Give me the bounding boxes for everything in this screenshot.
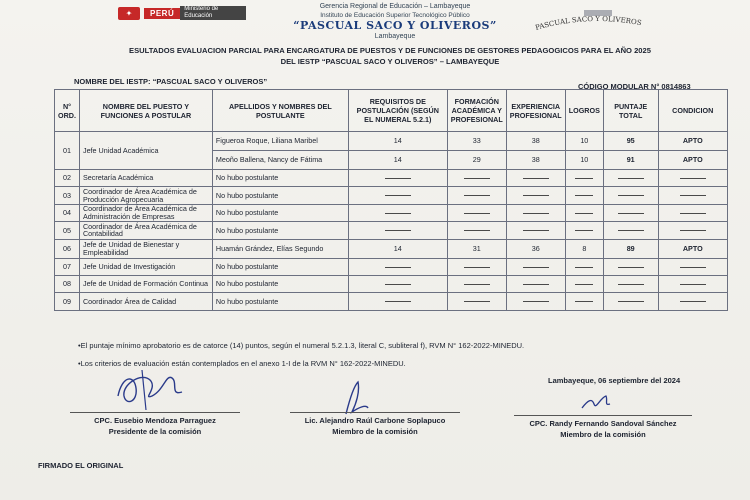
nombre-cell: Figueroa Roque, Liliana Maribel: [212, 132, 348, 151]
puesto-cell: Secretaría Académica: [79, 170, 212, 187]
empty-cell: [603, 293, 658, 310]
empty-cell: [658, 258, 728, 275]
title-line-2: DEL IESTP “PASCUAL SACO Y OLIVEROS” – LAMBAYEQUE: [280, 57, 500, 66]
logros-cell: 10: [565, 132, 603, 151]
document-date: Lambayeque, 06 septiembre del 2024: [548, 376, 681, 385]
empty-cell: [658, 204, 728, 221]
institution-label: NOMBRE DEL IESTP: “PASCUAL SACO Y OLIVEROS”: [74, 77, 268, 86]
empty-cell: [565, 170, 603, 187]
empty-cell: [603, 170, 658, 187]
svg-text:PASCUAL SACO Y OLIVEROS: [534, 15, 642, 32]
header-line-1: Gerencia Regional de Educación – Lambayeque: [319, 3, 471, 10]
puesto-cell: Jefe de Unidad de Formación Continua: [79, 275, 212, 292]
results-table: [54, 89, 728, 311]
ord-cell: 03: [55, 187, 80, 204]
empty-cell: [506, 222, 565, 239]
empty-cell: [658, 275, 728, 292]
empty-cell: [447, 170, 506, 187]
table-row: [55, 170, 728, 187]
ministerio-label: Ministerio de Educación: [180, 6, 246, 20]
codigo-modular: CÓDIGO MODULAR N° 0814863: [578, 82, 691, 91]
empty-cell: [506, 204, 565, 221]
formacion-cell: 31: [447, 239, 506, 258]
nombre-cell: No hubo postulante: [212, 187, 348, 204]
title-line-1: ESULTADOS EVALUACION PARCIAL PARA ENCARGATURA DE PUESTOS Y DE FUNCIONES DE GESTORES PEDAGOGICOS PARA EL AÑO 2025: [129, 46, 651, 55]
signer-name: CPC. Eusebio Mendoza Parraguez: [94, 416, 216, 425]
empty-cell: [565, 222, 603, 239]
signature-line: [290, 412, 460, 413]
puesto-cell: Jefe Unidad de Investigación: [79, 258, 212, 275]
ord-cell: 08: [55, 275, 80, 292]
nombre-cell: Huamán Grández, Elías Segundo: [212, 239, 348, 258]
table-row: [55, 132, 728, 151]
nombre-cell: No hubo postulante: [212, 222, 348, 239]
ministerio-logo: [118, 6, 246, 20]
header-institute-name: “PASCUAL SACO Y OLIVEROS”: [293, 19, 497, 32]
empty-cell: [603, 187, 658, 204]
empty-cell: [447, 258, 506, 275]
signature-block-2: [290, 412, 460, 437]
ord-cell: 01: [55, 132, 80, 170]
puesto-cell: Coordinador de Área Académica de Producción Agropecuaria: [79, 187, 212, 204]
table-row: [55, 204, 728, 221]
logros-cell: 10: [565, 151, 603, 170]
ord-cell: 02: [55, 170, 80, 187]
note-item: •Los criterios de evaluación están contemplados en el anexo 1-I de la RVM N° 162-2022-MINEDU.: [78, 359, 406, 368]
empty-cell: [565, 258, 603, 275]
empty-cell: [447, 204, 506, 221]
table-row: [55, 222, 728, 239]
header-experiencia: EXPERIENCIA PROFESIONAL: [506, 90, 565, 132]
requisitos-cell: 14: [348, 151, 447, 170]
table-row: [55, 293, 728, 310]
empty-cell: [447, 187, 506, 204]
nombre-cell: No hubo postulante: [212, 258, 348, 275]
table-row: [55, 275, 728, 292]
puesto-cell: Coordinador Área de Calidad: [79, 293, 212, 310]
signature-line: [70, 412, 240, 413]
empty-cell: [506, 293, 565, 310]
experiencia-cell: 38: [506, 132, 565, 151]
table-row: [55, 187, 728, 204]
empty-cell: [447, 293, 506, 310]
empty-cell: [447, 275, 506, 292]
puntaje-cell: 91: [603, 151, 658, 170]
peru-label: PERÚ: [144, 8, 180, 19]
condicion-cell: APTO: [658, 239, 728, 258]
empty-cell: [506, 275, 565, 292]
empty-cell: [506, 170, 565, 187]
signature-block-3: [514, 415, 692, 440]
header-formacion: FORMACIÓN ACADÉMICA Y PROFESIONAL: [447, 90, 506, 132]
logros-cell: 8: [565, 239, 603, 258]
header-ord: N° ORD.: [55, 90, 80, 132]
signer-role: Miembro de la comisión: [560, 430, 646, 439]
signature-mark-1: [112, 366, 192, 412]
signature-block-1: [70, 412, 240, 437]
empty-cell: [348, 204, 447, 221]
signer-role: Presidente de la comisión: [108, 427, 202, 436]
empty-cell: [658, 293, 728, 310]
empty-cell: [603, 275, 658, 292]
ord-cell: 09: [55, 293, 80, 310]
requisitos-cell: 14: [348, 239, 447, 258]
ord-cell: 04: [55, 204, 80, 221]
nombre-cell: No hubo postulante: [212, 170, 348, 187]
header-puntaje: PUNTAJE TOTAL: [603, 90, 658, 132]
empty-cell: [603, 222, 658, 239]
institute-seal-logo: [528, 8, 668, 32]
empty-cell: [506, 187, 565, 204]
signer-name: Lic. Alejandro Raúl Carbone Soplapuco: [304, 416, 446, 425]
empty-cell: [603, 258, 658, 275]
header-puesto: NOMBRE DEL PUESTO Y FUNCIONES A POSTULAR: [79, 90, 212, 132]
formacion-cell: 33: [447, 132, 506, 151]
empty-cell: [506, 258, 565, 275]
nombre-cell: Meoño Ballena, Nancy de Fátima: [212, 151, 348, 170]
nombre-cell: No hubo postulante: [212, 293, 348, 310]
header-line-2: Instituto de Educación Superior Tecnológico Público: [320, 12, 470, 19]
institution-header: [270, 2, 520, 41]
document-title: [110, 45, 670, 67]
signer-role: Miembro de la comisión: [332, 427, 418, 436]
signer-name: CPC. Randy Fernando Sandoval Sánchez: [529, 419, 677, 428]
condicion-cell: APTO: [658, 151, 728, 170]
table-row: [55, 239, 728, 258]
empty-cell: [658, 222, 728, 239]
header-requisitos: REQUISITOS DE POSTULACIÓN (SEGÚN EL NUMERAL 5.2.1): [348, 90, 447, 132]
puesto-cell: Jefe de Unidad de Bienestar y Empleabilidad: [79, 239, 212, 258]
firmado-original-label: FIRMADO EL ORIGINAL: [38, 461, 124, 470]
puntaje-cell: 95: [603, 132, 658, 151]
empty-cell: [348, 187, 447, 204]
header-logros: LOGROS: [565, 90, 603, 132]
empty-cell: [658, 187, 728, 204]
formacion-cell: 29: [447, 151, 506, 170]
ord-cell: 06: [55, 239, 80, 258]
empty-cell: [658, 170, 728, 187]
requisitos-cell: 14: [348, 132, 447, 151]
empty-cell: [565, 275, 603, 292]
empty-cell: [348, 258, 447, 275]
signature-mark-3: [578, 392, 618, 414]
experiencia-cell: 38: [506, 151, 565, 170]
puntaje-cell: 89: [603, 239, 658, 258]
empty-cell: [603, 204, 658, 221]
empty-cell: [348, 170, 447, 187]
empty-cell: [565, 187, 603, 204]
header-condicion: CONDICION: [658, 90, 728, 132]
empty-cell: [447, 222, 506, 239]
signature-line: [514, 415, 692, 416]
empty-cell: [348, 275, 447, 292]
empty-cell: [348, 222, 447, 239]
puesto-cell: Coordinador de Área Académica de Contabilidad: [79, 222, 212, 239]
peru-shield-icon: ✦: [118, 7, 140, 20]
table-header-row: [55, 90, 728, 132]
ord-cell: 07: [55, 258, 80, 275]
header-city: Lambayeque: [374, 33, 416, 40]
header-nombres: APELLIDOS Y NOMBRES DEL POSTULANTE: [212, 90, 348, 132]
note-item: •El puntaje mínimo aprobatorio es de catorce (14) puntos, según el numeral 5.2.1.3, literal C, subliteral f), RVM N° 162-2022-MINEDU.: [78, 341, 525, 350]
empty-cell: [565, 204, 603, 221]
nombre-cell: No hubo postulante: [212, 204, 348, 221]
seal-text: PASCUAL SACO Y OLIVEROS: [534, 14, 643, 32]
puesto-cell: Coordinador de Área Académica de Administración de Empresas: [79, 204, 212, 221]
puesto-cell: Jefe Unidad Académica: [79, 132, 212, 170]
ord-cell: 05: [55, 222, 80, 239]
table-row: [55, 258, 728, 275]
empty-cell: [565, 293, 603, 310]
empty-cell: [348, 293, 447, 310]
nombre-cell: No hubo postulante: [212, 275, 348, 292]
experiencia-cell: 36: [506, 239, 565, 258]
condicion-cell: APTO: [658, 132, 728, 151]
